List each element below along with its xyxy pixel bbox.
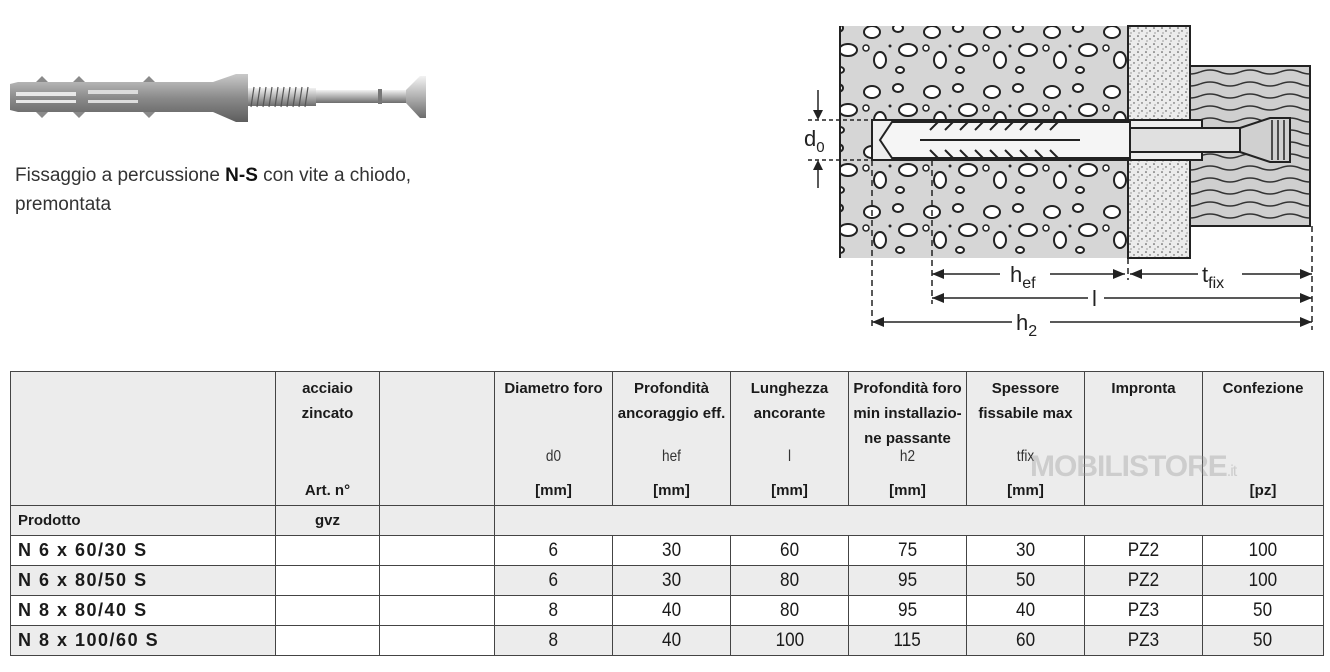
header-cell-confezione: Confezione [pz]: [1203, 372, 1324, 506]
cell-tfix: 50: [967, 566, 1085, 596]
header-cell-material: acciaio zincato Art. n°: [276, 372, 380, 506]
cell-tfix: 30: [967, 536, 1085, 566]
product-label: Prodotto: [11, 506, 276, 536]
cell-h2: 75: [849, 536, 967, 566]
h2-label: $h_2$: [1016, 310, 1038, 338]
empty-cell: [276, 536, 380, 566]
cell-pz: 50: [1203, 596, 1324, 626]
cell-impronta: PZ3: [1085, 626, 1203, 656]
product-photo: [8, 62, 432, 132]
installation-drawing: [800, 18, 1325, 338]
cell-h2: 95: [849, 596, 967, 626]
hef-label: $h_{ef}$: [1010, 262, 1036, 292]
empty-cell: [380, 596, 495, 626]
l-label: l: [1092, 286, 1097, 311]
header-cell-d0: Diametro foro d0 [mm]: [495, 372, 613, 506]
subheader-blank: [380, 506, 495, 536]
header-cell-h2: Profondità foro min installazio-ne passante h2 [mm]: [849, 372, 967, 506]
cell-hef: 30: [613, 536, 731, 566]
header-cell-empty: [11, 372, 276, 506]
cell-d0: 6: [495, 536, 613, 566]
tfix-label: $t_{fix}$: [1202, 262, 1225, 292]
table-subheader-row: [11, 506, 1324, 536]
d0-label: $d_0$: [804, 126, 825, 156]
table-row: [11, 596, 1324, 626]
empty-cell: [276, 626, 380, 656]
cell-impronta: PZ2: [1085, 536, 1203, 566]
cell-h2: 115: [849, 626, 967, 656]
product-name-cell: N 8 x 100/60 S: [11, 626, 276, 656]
subheader-span: [495, 506, 1324, 536]
cell-l: 100: [731, 626, 849, 656]
cell-pz: 50: [1203, 626, 1324, 656]
header-cell-tfix: Spessore fissabile max tfix [mm]: [967, 372, 1085, 506]
cell-hef: 30: [613, 566, 731, 596]
cell-impronta: PZ2: [1085, 566, 1203, 596]
spec-table: [10, 371, 1324, 656]
cell-d0: 6: [495, 566, 613, 596]
cell-l: 80: [731, 566, 849, 596]
table-row: [11, 536, 1324, 566]
cell-tfix: 40: [967, 596, 1085, 626]
product-caption: Fissaggio a percussione N-S con vite a chiodo, premontata: [15, 165, 412, 215]
gvz-label: gvz: [276, 506, 380, 536]
cell-hef: 40: [613, 626, 731, 656]
cell-impronta: PZ3: [1085, 596, 1203, 626]
table-row: [11, 626, 1324, 656]
watermark: MOBILISTORE.it: [1030, 450, 1237, 483]
cell-l: 60: [731, 536, 849, 566]
product-name-cell: N 8 x 80/40 S: [11, 596, 276, 626]
cell-d0: 8: [495, 626, 613, 656]
empty-cell: [380, 566, 495, 596]
empty-cell: [276, 596, 380, 626]
cell-l: 80: [731, 596, 849, 626]
header-cell-blank: [380, 372, 495, 506]
header-cell-hef: Profondità ancoraggio eff. hef [mm]: [613, 372, 731, 506]
table-row: [11, 566, 1324, 596]
header-cell-l: Lunghezza ancorante l [mm]: [731, 372, 849, 506]
header-cell-impronta: Impronta: [1085, 372, 1203, 506]
product-name-cell: N 6 x 80/50 S: [11, 566, 276, 596]
product-name-cell: N 6 x 60/30 S: [11, 536, 276, 566]
cell-pz: 100: [1203, 566, 1324, 596]
table-header-row: [11, 372, 1324, 506]
cell-h2: 95: [849, 566, 967, 596]
empty-cell: [276, 566, 380, 596]
cell-d0: 8: [495, 596, 613, 626]
cell-hef: 40: [613, 596, 731, 626]
empty-cell: [380, 536, 495, 566]
cell-pz: 100: [1203, 536, 1324, 566]
cell-tfix: 60: [967, 626, 1085, 656]
empty-cell: [380, 626, 495, 656]
